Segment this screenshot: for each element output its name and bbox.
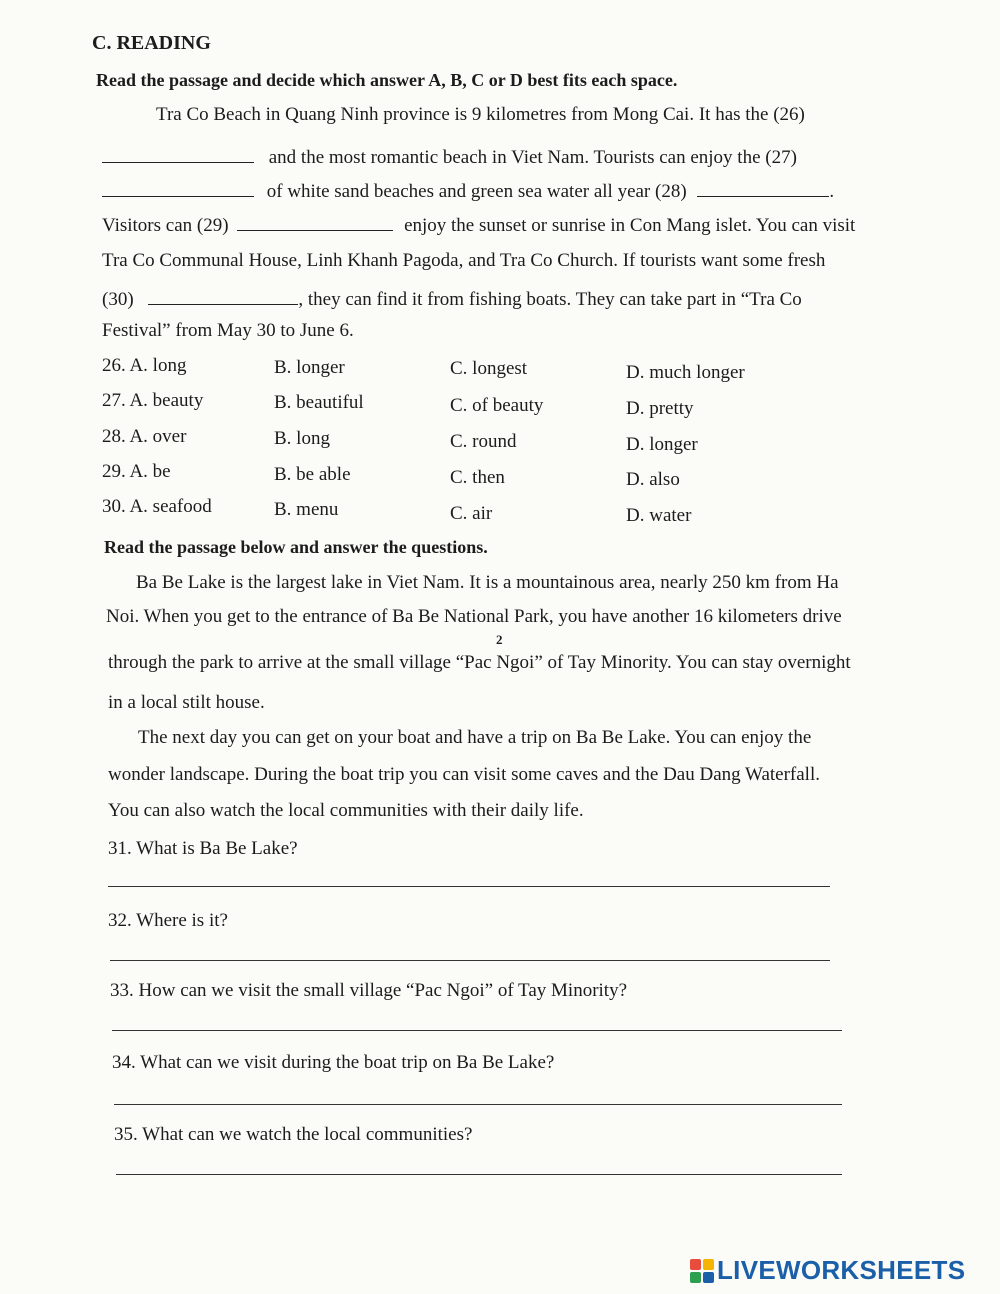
option-b[interactable]: B. longer (274, 357, 345, 378)
part1-instruction: Read the passage and decide which answer A, B, C or D best fits each space. (96, 70, 678, 90)
passage1-line-6: (30) , they can find it from fishing boats. They can take part in “Tra Co (102, 286, 802, 311)
passage2-line-3: through the park to arrive at the small village “Pac Ngoi” of Tay Minority. You can stay overnight (108, 652, 851, 673)
option-a[interactable]: 26. A. long (102, 355, 187, 376)
passage2-line-1: Ba Be Lake is the largest lake in Viet Nam. It is a mountainous area, nearly 250 km from Ha (136, 572, 839, 593)
option-b[interactable]: B. menu (274, 499, 339, 520)
logo-square-green (690, 1272, 701, 1283)
answer-line-31[interactable] (108, 886, 830, 887)
logo-square-red (690, 1259, 701, 1270)
option-a[interactable]: 30. A. seafood (102, 496, 212, 517)
page-number: 2 (496, 632, 503, 647)
question-33: 33. How can we visit the small village “Pac Ngoi” of Tay Minority? (110, 980, 628, 1001)
liveworksheets-logo-icon (690, 1259, 714, 1283)
passage1-line-4: Visitors can (29) enjoy the sunset or sunrise in Con Mang islet. You can visit (102, 212, 855, 237)
passage1-line-2: and the most romantic beach in Viet Nam. Tourists can enjoy the (27) (102, 144, 797, 169)
passage1-line-7: Festival” from May 30 to June 6. (102, 320, 354, 341)
option-b[interactable]: B. be able (274, 464, 351, 485)
passage2-line-6: wonder landscape. During the boat trip you can visit some caves and the Dau Dang Waterfall. (108, 764, 820, 785)
option-c[interactable]: C. air (450, 503, 493, 524)
blank-30[interactable] (148, 286, 298, 305)
option-b[interactable]: B. beautiful (274, 392, 364, 413)
question-32: 32. Where is it? (108, 910, 228, 931)
section-title: C. READING (92, 32, 211, 54)
option-a[interactable]: 29. A. be (102, 461, 171, 482)
option-c[interactable]: C. then (450, 467, 505, 488)
blank-28[interactable] (697, 178, 829, 197)
passage1-line-5: Tra Co Communal House, Linh Khanh Pagoda, and Tra Co Church. If tourists want some fresh (102, 250, 826, 271)
passage1-line-3: of white sand beaches and green sea water all year (28) . (102, 178, 834, 203)
brand-name: LIVEWORKSHEETS (717, 1255, 966, 1285)
option-d[interactable]: D. longer (626, 434, 698, 455)
question-31: 31. What is Ba Be Lake? (108, 838, 298, 859)
answer-line-33[interactable] (112, 1030, 842, 1031)
option-a[interactable]: 28. A. over (102, 426, 187, 447)
blank-26[interactable] (102, 144, 254, 163)
option-c[interactable]: C. longest (450, 358, 528, 379)
question-34: 34. What can we visit during the boat trip on Ba Be Lake? (112, 1052, 555, 1073)
answer-line-35[interactable] (116, 1174, 842, 1175)
option-d[interactable]: D. much longer (626, 362, 745, 383)
answer-line-32[interactable] (110, 960, 830, 961)
option-d[interactable]: D. also (626, 469, 680, 490)
passage2-line-5: The next day you can get on your boat and have a trip on Ba Be Lake. You can enjoy the (138, 727, 812, 748)
logo-square-yellow (703, 1259, 714, 1270)
logo-square-blue (703, 1272, 714, 1283)
option-a[interactable]: 27. A. beauty (102, 390, 204, 411)
option-d[interactable]: D. water (626, 505, 692, 526)
question-35: 35. What can we watch the local communities? (114, 1124, 473, 1145)
option-c[interactable]: C. round (450, 431, 517, 452)
blank-29[interactable] (237, 212, 393, 231)
option-b[interactable]: B. long (274, 428, 330, 449)
passage1-line-1: Tra Co Beach in Quang Ninh province is 9 kilometres from Mong Cai. It has the (26) (156, 104, 805, 125)
option-c[interactable]: C. of beauty (450, 395, 544, 416)
answer-line-34[interactable] (114, 1104, 842, 1105)
passage2-line-2: Noi. When you get to the entrance of Ba Be National Park, you have another 16 kilometers drive (106, 606, 842, 627)
part2-instruction: Read the passage below and answer the questions. (104, 537, 488, 557)
liveworksheets-brand[interactable] (690, 1255, 965, 1286)
option-d[interactable]: D. pretty (626, 398, 694, 419)
passage2-line-4: in a local stilt house. (108, 692, 265, 713)
blank-27[interactable] (102, 178, 254, 197)
passage2-line-7: You can also watch the local communities with their daily life. (108, 800, 584, 821)
